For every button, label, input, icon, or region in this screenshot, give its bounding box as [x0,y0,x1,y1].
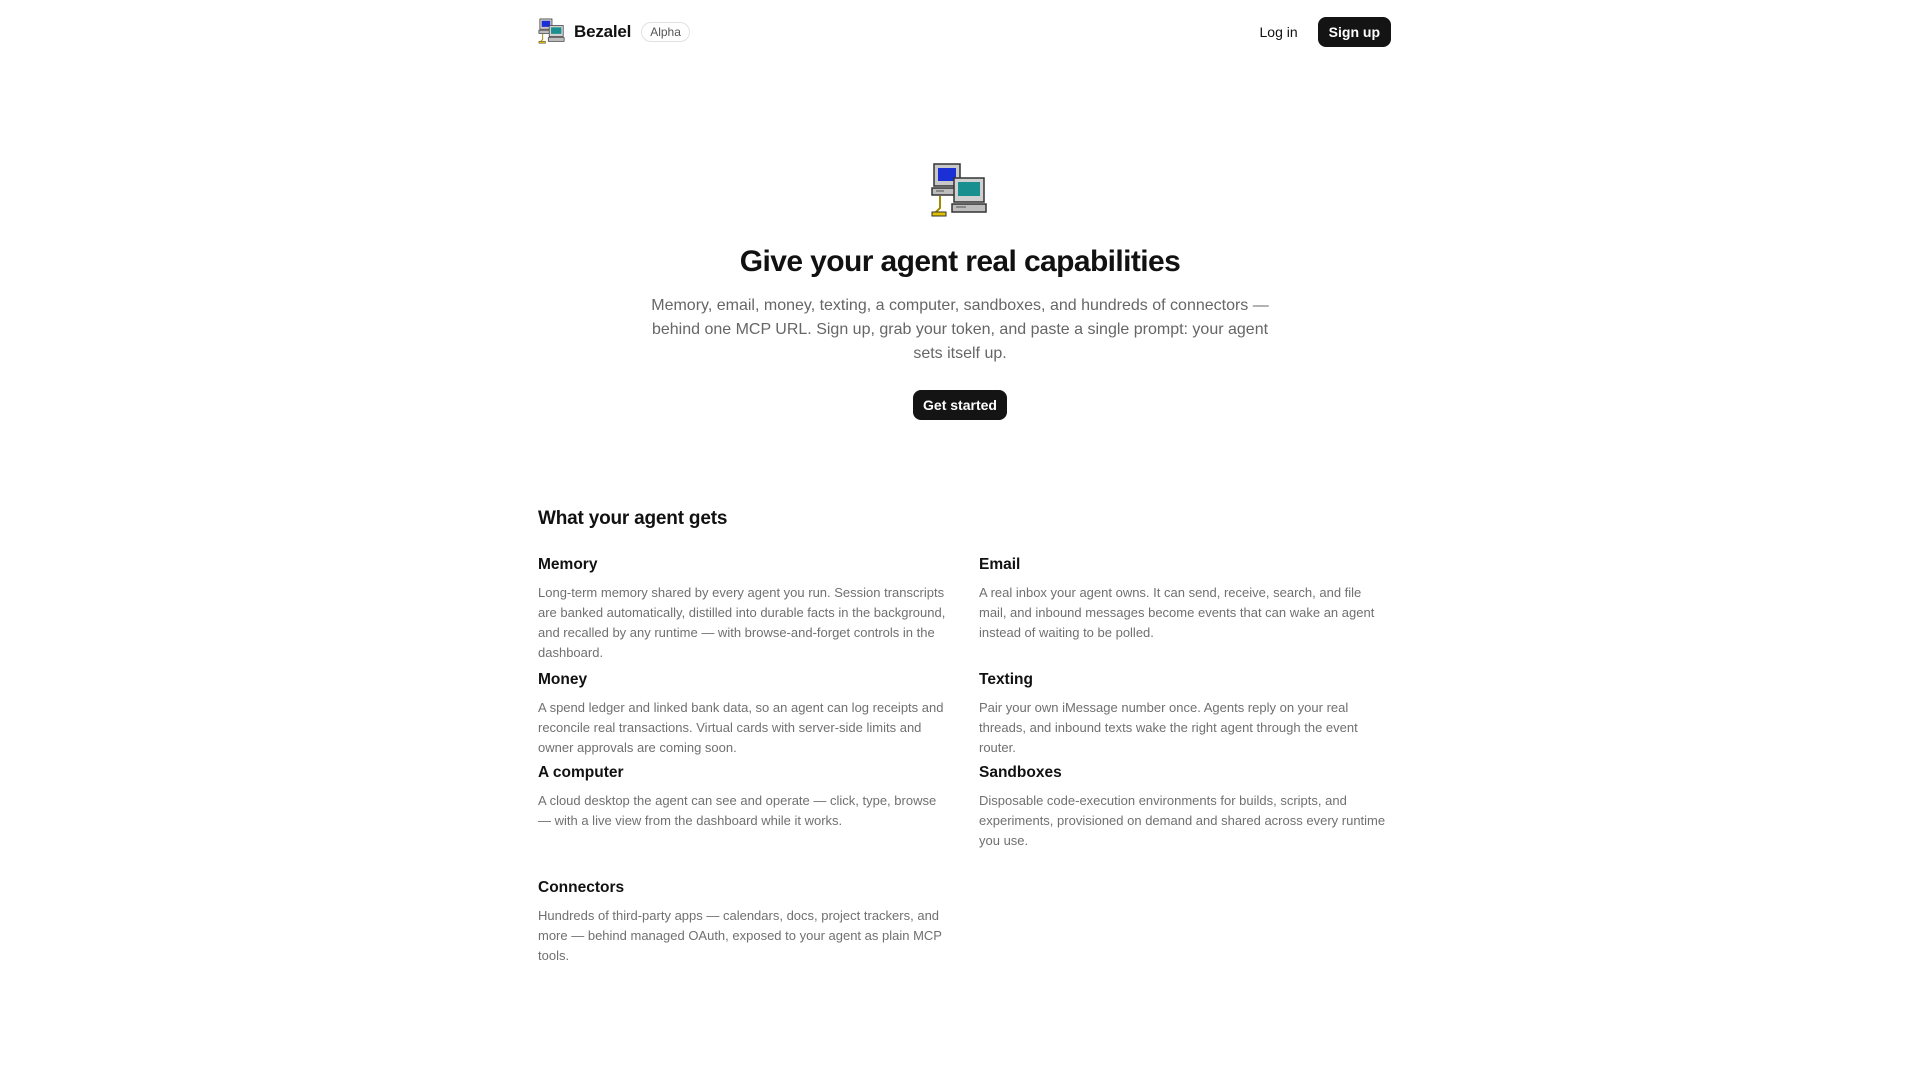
hero-title: Give your agent real capabilities [739,245,1181,278]
feature-card-sandboxes [979,763,1391,878]
feature-description: Hundreds of third-party apps — calendars, docs, project trackers, and more — behind managed OAuth, exposed to your agent as plain MCP tools. [538,908,942,963]
feature-title: Memory [538,556,598,573]
hero [0,162,1920,420]
login-link[interactable]: Log in [1259,24,1298,40]
feature-card-money [538,670,950,763]
feature-title: Texting [979,671,1033,688]
feature-card-memory [538,555,950,670]
alpha-badge: Alpha [641,22,690,42]
feature-card-email [979,555,1391,670]
feature-description: A spend ledger and linked bank data, so an agent can log receipts and reconcile real transactions. Virtual cards with server-side limits and owner approvals are coming soon. [538,700,944,755]
brand-name: Bezalel [574,22,632,41]
feature-title: Money [538,671,588,688]
feature-description: Pair your own iMessage number once. Agents reply on your real threads, and inbound texts wake the right agent through the event router. [979,700,1358,755]
retro-computers-icon [538,18,566,46]
feature-description: A real inbox your agent owns. It can send, receive, search, and file mail, and inbound messages become events that can wake an agent instead of waiting to be polled. [979,585,1375,640]
features-section [538,508,1391,993]
features-grid [538,555,1391,993]
feature-card-connectors [538,878,950,993]
feature-title: Connectors [538,879,625,896]
signup-button[interactable]: Sign up [1318,17,1391,47]
nav-actions [1260,17,1391,47]
feature-description: Disposable code-execution environments for builds, scripts, and experiments, provisioned on demand and shared across every runtime you use. [979,793,1386,848]
feature-title: A computer [538,764,624,781]
feature-card-computer [538,763,950,878]
retro-computers-icon [930,162,990,222]
feature-title: Email [979,556,1021,573]
top-nav [538,16,1391,48]
feature-description: A cloud desktop the agent can see and operate — click, type, browse — with a live view from the dashboard while it works. [538,793,937,828]
get-started-button[interactable]: Get started [913,390,1007,420]
brand[interactable] [538,18,690,46]
hero-subtitle: Memory, email, money, texting, a computer, sandboxes, and hundreds of connectors — behind one MCP URL. Sign up, grab your token, and paste a single prompt: your agent sets itself up. [651,297,1269,362]
features-title: What your agent gets [538,508,728,529]
feature-description: Long-term memory shared by every agent you run. Session transcripts are banked automatically, distilled into durable facts in the background, and recalled by any runtime — with browse-and-forget controls in the dashboard. [538,585,946,660]
feature-title: Sandboxes [979,764,1062,781]
feature-card-texting [979,670,1391,763]
